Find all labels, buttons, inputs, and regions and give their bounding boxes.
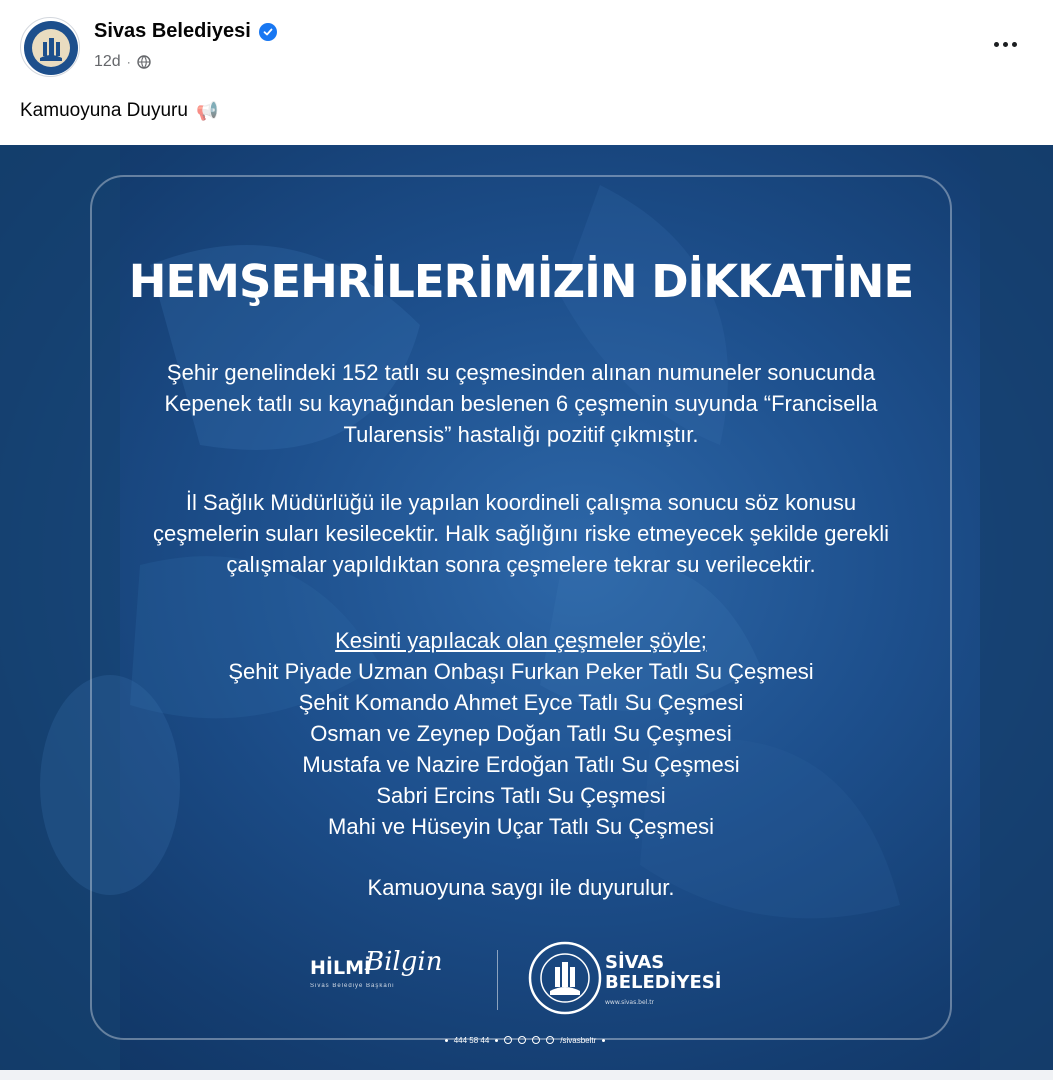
globe-icon[interactable] <box>137 55 151 69</box>
logo-line-2: BELEDİYESİ <box>605 972 722 993</box>
page-name[interactable]: Sivas Belediyesi <box>94 20 251 42</box>
facebook-icon <box>504 1036 512 1044</box>
youtube-icon <box>546 1036 554 1044</box>
paragraph-line: çeşmelerin suları kesilecektir. Halk sağlığını riske etmeyecek şekilde gerekli <box>152 521 890 546</box>
signature-last-name: Bilgin <box>365 947 443 977</box>
page-avatar[interactable] <box>20 17 80 77</box>
signature-first-name: HİLMİ <box>310 957 372 979</box>
fountain-item: Şehit Komando Ahmet Eyce Tatlı Su Çeşmesi <box>298 690 744 715</box>
dot-icon <box>994 42 999 47</box>
fountain-item: Mahi ve Hüseyin Uçar Tatlı Su Çeşmesi <box>328 814 714 839</box>
twitter-icon <box>532 1036 540 1044</box>
fountain-item: Sabri Ercins Tatlı Su Çeşmesi <box>376 783 666 808</box>
fountain-list <box>120 625 922 842</box>
fountain-item: Mustafa ve Nazire Erdoğan Tatlı Su Çeşmesi <box>302 752 740 777</box>
instagram-icon <box>518 1036 526 1044</box>
announcement-paragraph-1 <box>120 357 922 450</box>
footer-divider <box>497 950 498 1010</box>
paragraph-line: çalışmalar yapıldıktan sonra çeşmelere tekrar su verilecektir. <box>226 552 816 577</box>
fountain-list-title: Kesinti yapılacak olan çeşmeler şöyle; <box>335 628 707 653</box>
contact-bar <box>410 1033 640 1047</box>
logo-line-1: SİVAS <box>605 952 665 973</box>
logo-website: www.sivas.bel.tr <box>605 999 655 1006</box>
post-caption <box>20 100 218 122</box>
signature-title: Sivas Belediye Başkanı <box>310 983 395 989</box>
announcement-paragraph-2 <box>120 487 922 580</box>
sivas-logo-icon <box>21 18 80 77</box>
paragraph-line: Tularensis” hastalığı pozitif çıkmıştır. <box>343 422 699 447</box>
more-options-button[interactable] <box>987 30 1023 58</box>
dot-icon <box>1003 42 1008 47</box>
post-bottom-edge <box>0 1070 1053 1080</box>
sivas-municipality-logo-icon <box>528 941 602 1015</box>
municipality-logo-text <box>605 953 721 1013</box>
megaphone-icon: 📢 <box>195 100 219 121</box>
phone-number: 444 58 44 <box>453 1035 490 1045</box>
fountain-item: Osman ve Zeynep Doğan Tatlı Su Çeşmesi <box>310 721 732 746</box>
mayor-signature <box>310 945 490 1005</box>
post-timestamp[interactable]: 12d <box>94 53 121 70</box>
fountain-item: Şehit Piyade Uzman Onbaşı Furkan Peker Tatlı Su Çeşmesi <box>228 659 814 684</box>
page-name-row <box>94 20 277 43</box>
announcement-closing: Kamuoyuna saygı ile duyurulur. <box>367 875 675 900</box>
post-header <box>0 0 1053 145</box>
dot-icon <box>1012 42 1017 47</box>
announcement-headline: HEMŞEHRİLERİMİZİN DİKKATİNE <box>128 255 914 308</box>
post-image[interactable] <box>0 145 1053 1070</box>
dot-icon <box>495 1039 498 1042</box>
paragraph-line: Şehir genelindeki 152 tatlı su çeşmesinden alınan numuneler sonucunda <box>166 360 876 385</box>
meta-separator: · <box>126 55 131 69</box>
social-handle: /sivasbeltr <box>560 1035 597 1045</box>
post-meta <box>94 53 151 71</box>
dot-icon <box>445 1039 448 1042</box>
paragraph-line: Kepenek tatlı su kaynağından beslenen 6 çeşmenin suyunda “Francisella <box>164 391 878 416</box>
post-caption-text: Kamuoyuna Duyuru <box>20 100 188 121</box>
verified-badge-icon <box>259 23 277 41</box>
dot-icon <box>602 1039 605 1042</box>
paragraph-line: İl Sağlık Müdürlüğü ile yapılan koordineli çalışma sonucu söz konusu <box>185 490 857 515</box>
